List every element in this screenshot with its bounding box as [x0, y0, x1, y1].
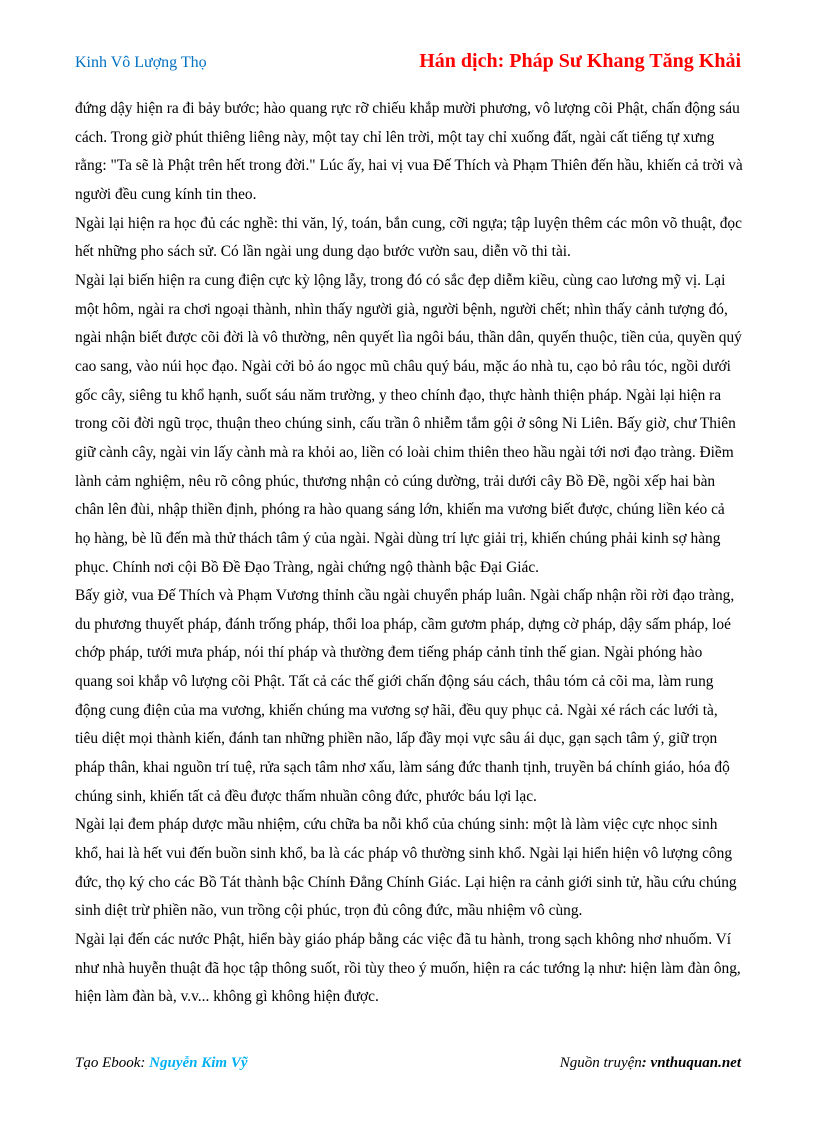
ebook-credit-separator: :	[140, 1055, 150, 1071]
paragraph: Ngài lại hiện ra học đủ các nghề: thi văn, lý, toán, bắn cung, cỡi ngựa; tập luyện thêm các môn võ thuật, đọc hết những pho sách sử. Có lần ngài ung dung dạo bước vườn sau, diễn võ thi tài.	[75, 214, 742, 261]
page-body	[75, 95, 743, 1012]
source-credit	[560, 1055, 741, 1072]
paragraph: Ngài lại đem pháp dược mầu nhiệm, cứu chữa ba nỗi khổ của chúng sinh: một là làm việc cực nhọc sinh khổ, hai là hết vui đến buồn sinh khổ, ba là các pháp vô thường sinh khổ. Ngài lại hiển hiện vô lượng công đức, thọ ký cho các Bồ Tát thành bậc Chính Đẳng Chính Giác. Lại hiện ra cảnh giới sinh tử, hầu cứu chúng sinh diệt trừ phiền não, vun trồng cội phúc, trọn đủ công đức, mầu nhiệm vô cùng.	[75, 816, 737, 920]
source-site: vnthuquan.net	[650, 1055, 741, 1071]
paragraph: đứng dậy hiện ra đi bảy bước; hào quang rực rỡ chiếu khắp mười phương, vô lượng cõi Phật, chấn động sáu cách. Trong giờ phút thiêng liêng này, một tay chỉ lên trời, một tay chỉ xuống đất, ngài cất tiếng tự xưng rằng: "Ta sẽ là Phật trên hết trong đời." Lúc ấy, hai vị vua Đế Thích và Phạm Thiên đến hầu, khiến cả trời và người đều cung kính tin theo.	[75, 100, 743, 203]
source-credit-label: Nguồn truyện	[559, 1055, 642, 1071]
ebook-credit	[75, 1055, 248, 1072]
page-footer	[75, 1055, 741, 1077]
book-title: Kinh Vô Lượng Thọ	[75, 54, 207, 71]
paragraph: Bấy giờ, vua Đế Thích và Phạm Vương thỉnh cầu ngài chuyển pháp luân. Ngài chấp nhận rồi rời đạo tràng, du phương thuyết pháp, đánh trống pháp, thổi loa pháp, cầm gươm pháp, dựng cờ pháp, dậy sấm pháp, loé chớp pháp, tưới mưa pháp, nói thí pháp và thường đem tiếng pháp cảnh tỉnh thế gian. Ngài phóng hào quang soi khắp vô lượng cõi Phật. Tất cả các thế giới chấn động sáu cách, thâu tóm cả cõi ma, làm rung động cung điện của ma vương, khiến chúng ma vương sợ hãi, đều quy phục cả. Ngài xé rách các lưới tà, tiêu diệt mọi thành kiến, đánh tan những phiền não, lấp đầy mọi vực sâu ái dục, gạn sạch tâm ý, giữ trọn pháp thân, khai nguồn trí tuệ, rửa sạch tâm nhơ xấu, làm sáng đức thanh tịnh, truyền bá chính giáo, hóa độ chúng sinh, khiến tất cả đều được thấm nhuần công đức, phước báu lợi lạc.	[75, 587, 735, 805]
source-credit-separator: :	[641, 1055, 651, 1071]
ebook-creator-name: Nguyễn Kim Vỹ	[149, 1055, 248, 1071]
paragraph: Ngài lại đến các nước Phật, hiển bày giáo pháp bằng các việc đã tu hành, trong sạch không nhơ nhuốm. Ví như nhà huyễn thuật đã học tập thông suốt, rồi tùy theo ý muốn, hiện ra các tướng lạ như: hiện làm đàn ông, hiện làm đàn bà, v.v... không gì không hiện được.	[75, 931, 741, 1006]
translator-credit: Hán dịch: Pháp Sư Khang Tăng Khải	[419, 50, 741, 72]
paragraph: Ngài lại biến hiện ra cung điện cực kỳ lộng lẫy, trong đó có sắc đẹp diễm kiều, cùng cao lương mỹ vị. Lại một hôm, ngài ra chơi ngoại thành, nhìn thấy người già, người bệnh, người chết; nhìn thấy cảnh tượng đó, ngài nhận biết được cõi đời là vô thường, nên quyết lìa ngôi báu, thần dân, quyến thuộc, tiền của, quyền quý cao sang, vào núi học đạo. Ngài cởi bỏ áo ngọc mũ châu quý báu, mặc áo nhà tu, cạo bỏ râu tóc, ngồi dưới gốc cây, siêng tu khổ hạnh, suốt sáu năm trường, y theo chính đạo, thực hành thiện pháp. Ngài lại hiện ra trong cõi đời ngũ trọc, thuận theo chúng sinh, cấu trần ô nhiễm tắm gội ở sông Ni Liên. Bấy giờ, chư Thiên giữ cành cây, ngài vin lấy cành mà ra khỏi ao, liền có loài chim thiên theo hầu ngài tới nơi đạo tràng. Điềm lành cảm nghiệm, nêu rõ công phúc, thương nhận cỏ cúng dường, trải dưới cây Bồ Đề, ngồi xếp hai bàn chân lên đùi, nhập thiền định, phóng ra hào quang sáng lớn, khiến ma vương biết được, chúng liền kéo cả họ hàng, bè lũ đến mà thử thách tâm ý của ngài. Ngài dùng trí lực giải trị, khiến chúng phải kinh sợ hàng phục. Chính nơi cội Bồ Đề Đạo Tràng, ngài chứng ngộ thành bậc Đại Giác.	[75, 271, 742, 576]
ebook-credit-label: Tạo Ebook	[75, 1055, 141, 1071]
page-header	[75, 50, 741, 78]
